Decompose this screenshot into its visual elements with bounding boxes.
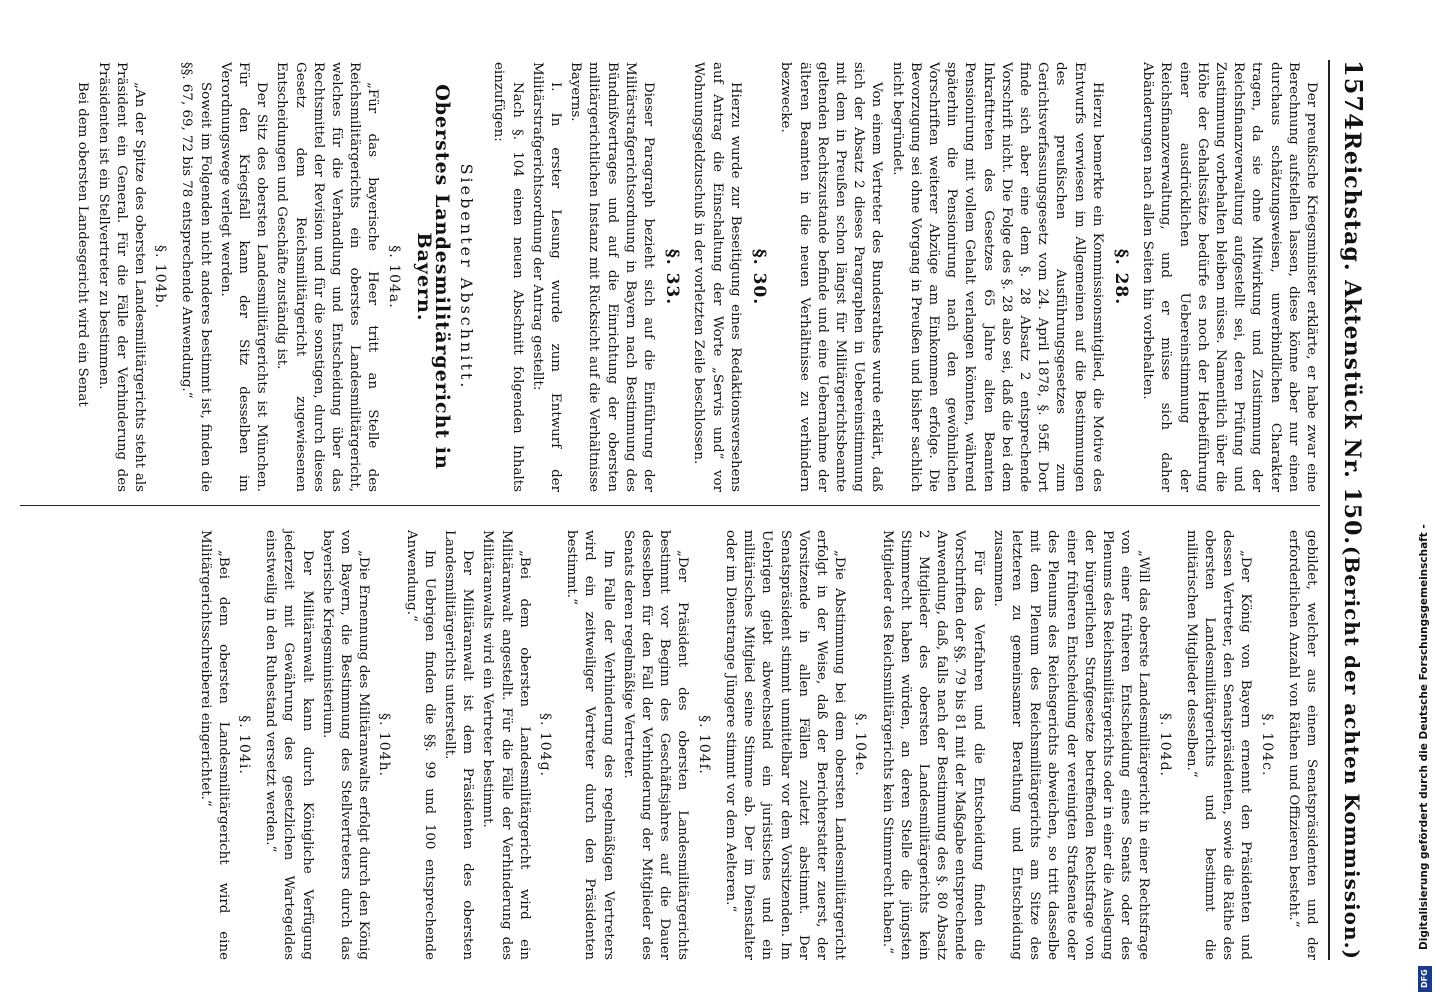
- right-column: [193, 530, 1320, 960]
- subsection-heading: §. 104f.: [695, 715, 712, 775]
- paragraph: „Will das oberste Landesmilitärgericht in einer Rechtsfrage von einer früheren Entscheidung eines Senats oder des Plenums des Reichsmilitärgerichts oder in einer die Auslegung der bürgerlichen Strafgesetze betreffenden Rechtsfrage von einer früheren Entscheidung der vereinigten Strafsenate oder des Plenums des Reichsgerichts abweichen, so tritt dasselbe mit dem Plenum des Reichsmilitärgerichts am Sitze des letzteren zu gemeinsamer Berathung und Entscheidung zusammen.: [990, 530, 1152, 960]
- paragraph: Der Sitz des obersten Landesmilitärgerichts ist München. Für den Kriegsfall kann der Sitz desselben im Verordnungswege verlegt werden.: [217, 62, 270, 492]
- paragraph: Dieser Paragraph bezieht sich auf die Einführung der Militärstrafgerichtsordnung in Bayern nach Bestimmung des Bündnißvertrages und auf die Einrichtung der obersten militärgerichtlichen Instanz mit Rücksicht auf die Verhältnisse Bayerns.: [568, 62, 657, 492]
- left-column: [71, 62, 1320, 492]
- paragraph: „An der Spitze des obersten Landesmilitärgerichts steht als Präsident ein General. Für die Fälle der Verhinderung des Präsidenten ist ein Stellvertreter zu bestimmen.: [95, 62, 148, 492]
- subsection-heading: §. 104b.: [152, 244, 169, 310]
- paragraph: Nach §. 104 einen neuen Abschnitt folgenden Inhalts einzufügen:: [491, 62, 525, 492]
- subsection-heading: §. 104g.: [537, 712, 554, 778]
- chapter-heading: Siebenter Abschnitt.: [457, 163, 477, 391]
- paragraph: Bei dem obersten Landesgericht wird ein Senat: [75, 82, 91, 407]
- paragraph: Hierzu bemerkte ein Kommissionsmitglied, die Motive des Entwurfs verwiesen im Allgemeinen auf die Bestimmungen des preußischen Ausführungsgesetzes zum Gerichtsverfassungsgesetz vom 24. April 1878, §. 95ff. Dort finde sich aber eine dem §. 28 Absatz 2 entsprechende Vorschrift nicht. Die Folge des §. 28 also sei, daß die bei dem Inkrafttreten des Gesetzes 65 Jahre alten Beamten Pensionirung mit vollem Gehalt verlangen könnten, während späterhin die Pensionirung nach den gewöhnlichen Vorschriften weiterer Abzüge am Einkommen erfolge. Die Bevorzugung sei ohne Vorgang in Preußen und bisher sachlich nicht begründet.: [889, 62, 1105, 492]
- paragraph: Im Uebrigen finden die §§. 99 und 100 entsprechende Anwendung.“: [403, 530, 437, 960]
- dfg-logo: DFG: [1418, 966, 1432, 992]
- paragraph: Im Falle der Verhinderung des regelmäßigen Vertreters wird ein zeitweiliger Vertreter durch den Präsidenten bestimmt.“: [564, 530, 616, 960]
- paragraph: „Der Präsident des obersten Landesmilitärgerichts bestimmt vor Beginn des Geschäftsjahres auf die Dauer desselben für den Fall der Verhinderung der Mitglieder des Senats deren regelmäßige Vertreter.: [620, 530, 691, 960]
- page-number: 1574: [1339, 60, 1368, 131]
- paragraph: „Die Ernennung des Militäranwalts erfolgt durch den König von Bayern, die Bestimmung des Stellvertreters durch das bayerische Kriegsministerium.: [319, 530, 372, 960]
- page-header: [1334, 60, 1368, 960]
- subsection-heading: §. 104e.: [852, 713, 869, 777]
- paragraph: „Der König von Bayern ernennt den Präsidenten und dessen Vertreter, den Senatspräsidenten, sowie die Räthe des obersten Landesmilitärgerichts und bestimmt die militärischen Mitglieder desselben.“: [1183, 530, 1254, 960]
- chapter-title: Oberstes Landesmilitärgericht in Bayern.: [412, 84, 454, 470]
- header-rule: [1328, 60, 1330, 960]
- paragraph: „Bei dem obersten Landesmilitärgericht wird ein Militäranwalt angestellt. Für die Fälle der Verhinderung des Militäranwalts wird ein Vertreter bestimmt.: [480, 530, 532, 960]
- paragraph: Der Militäranwalt ist dem Präsidenten des obersten Landesmilitärgerichts unterstellt.: [442, 530, 476, 960]
- subsection-heading: §. 104i.: [236, 715, 253, 775]
- paragraph: „Die Abstimmung bei dem obersten Landesmilitärgericht erfolgt in der Weise, daß der Berichterstatter zuerst, der Vorsitzende in allen Fällen zuletzt abstimmt. Der Senatspräsident stimmt unmittelbar vor dem Vorsitzenden. Im Uebrigen giebt abwechselnd ein juristisches und ein militärisches Mitglied seine Stimme ab. Der im Dienstalter oder im Dienstrange Jüngere stimmt vor dem Aelteren.“: [722, 530, 848, 960]
- paragraph: Der preußische Kriegsminister erklärte, er habe zwar eine Berechnung aufstellen lassen, diese könne aber nur einen durchaus schätzungsweisen, unverbindlichen Charakter tragen, da sie ohne Mitwirkung und Zustimmung der Reichsfinanzverwaltung aufgestellt sei, deren Prüfung und Zustimmung vorbehalten bleiben müsse. Namentlich über die Höhe der Gehaltssätze bedürfe es noch der Herbeiführung einer ausdrücklichen Uebereinstimmung der Reichsfinanzverwaltung, und er müsse sich daher Abänderungen nach allen Seiten hin vorbehalten.: [1140, 62, 1319, 492]
- subsection-heading: §. 104c.: [1258, 713, 1275, 777]
- paragraph: Hierzu wurde zur Beseitigung eines Redaktionsversehens auf Antrag die Einschaltung der Worte „Servis und“ vor Wohnungsgeldzuschuß in der vorletzten Zeile beschlossen.: [691, 62, 743, 492]
- paragraph: „Für das bayerische Heer tritt an Stelle des Reichsmilitärgerichts ein oberstes Landesmilitärgericht, welches für die Verhandlung und Entscheidung über das Rechtsmittel der Revision und für die sonstigen, durch dieses Gesetz dem Reichsmilitärgericht zugewiesenen Entscheidungen und Geschäfte zuständig ist.: [274, 62, 381, 492]
- paragraph: Der Militäranwalt kann durch Königliche Verfügung jederzeit mit Gewährung des gesetzlichen Wartegeldes einstweilig in den Ruhestand versetzt werden.“: [263, 530, 315, 960]
- paragraph: „Bei dem obersten Landesmilitärgericht wird eine Militärgerichtsschreiberei eingerichtet.“: [197, 530, 231, 960]
- section-heading: §. 33.: [662, 248, 683, 306]
- subsection-heading: §. 104d.: [1156, 712, 1173, 778]
- paragraph: I. In erster Lesung wurde zum Entwurf der Militärstrafgerichtsordnung der Antrag gestellt:: [529, 62, 564, 492]
- paragraph: gebildet, welcher aus einem Senatspräsidenten und der erforderlichen Anzahl von Räthen und Offizieren besteht.“: [1285, 530, 1319, 960]
- paragraph: Soweit im Folgenden nicht anderes bestimmt ist, finden die §§. 67, 69, 72 bis 78 entsprechende Anwendung.“: [179, 62, 213, 492]
- digitization-credit-text: Digitalisierung gefördert durch die Deutsche Forschungsgemeinschaft -: [1418, 524, 1430, 950]
- header-title: Reichstag. Aktenstück Nr. 150.: [1339, 131, 1365, 546]
- subsection-heading: §. 104a.: [385, 245, 402, 309]
- document-page: [10, 0, 1380, 1000]
- header-subtitle: (Bericht der achten Kommission.): [1340, 545, 1364, 960]
- column-divider: [20, 505, 1320, 506]
- section-heading: §. 28.: [1110, 248, 1131, 306]
- paragraph: Von einem Vertreter des Bundesrathes wurde erklärt, daß sich der Absatz 2 dieses Paragraphen in Uebereinstimmung mit dem in Preußen schon längst für Militärgerichtsbeamte geltenden Rechtszustande befinde und eine Uebernahme der älteren Beamten in die neuen Verhältnisse zu verhindern bezwecke.: [778, 62, 885, 492]
- paragraph: Für das Verfahren und die Entscheidung finden die Vorschriften der §§. 79 bis 81 mit der Maßgabe entsprechende Anwendung, daß, falls nach der Bestimmung des §. 80 Absatz 2 Mitglieder des obersten Landesmilitärgerichts kein Stimmrecht haben würden, an deren Stelle die jüngsten Mitglieder des Reichsmilitärgerichts kein Stimmrecht haben.“: [879, 530, 986, 960]
- digitization-credit: [1418, 10, 1432, 990]
- subsection-heading: §. 104h.: [376, 712, 393, 778]
- section-heading: §. 30.: [749, 248, 770, 306]
